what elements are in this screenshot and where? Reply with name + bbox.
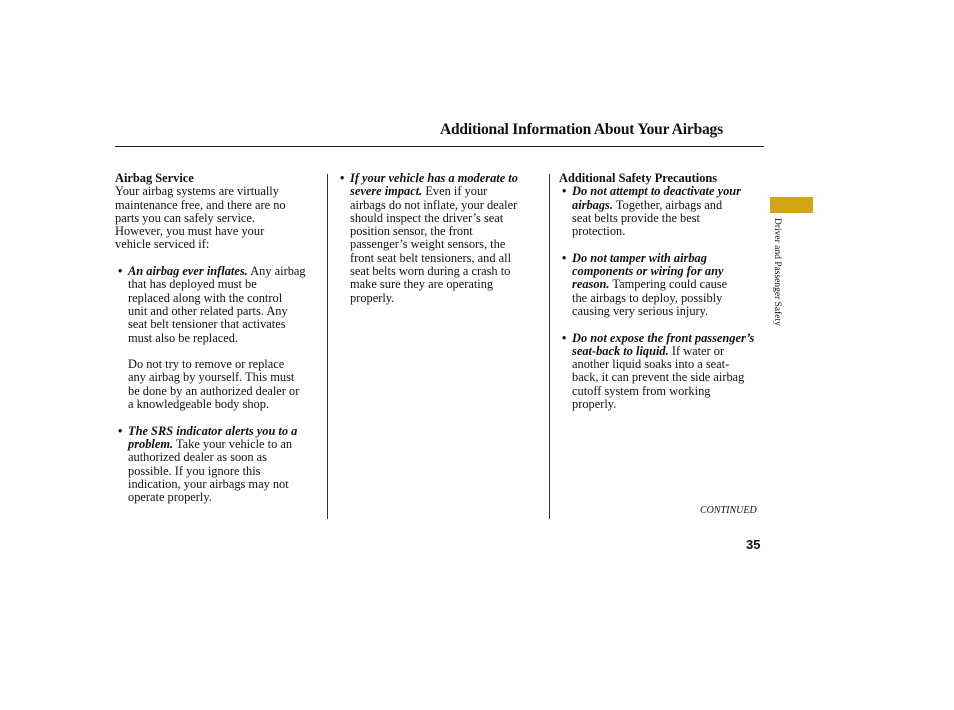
bullet-lead: The SRS indicator alerts you to a: [128, 423, 298, 438]
text-line: Tampering could cause: [609, 277, 728, 292]
text-line: front seat belt tensioners, and all: [350, 250, 512, 265]
text-line: properly.: [350, 290, 395, 305]
bullet-item-srs-indicator: [115, 425, 325, 505]
text-line: Your airbag systems are virtually: [115, 184, 279, 199]
text-line: Take your vehicle to an: [173, 436, 293, 451]
text-line: Together, airbags and: [612, 197, 723, 212]
bullet: •: [562, 184, 567, 199]
column-airbag-service: [115, 172, 325, 504]
page-title: Additional Information About Your Airbags: [440, 121, 723, 138]
column-safety-precautions: [559, 172, 769, 411]
text-line: possible. If you ignore this: [128, 463, 261, 478]
text-line: Any airbag: [247, 264, 306, 279]
bullet-lead: Do not tamper with airbag: [572, 250, 707, 265]
text-line: replaced along with the control: [128, 290, 283, 305]
bullet-lead: Do not attempt to deactivate your: [572, 184, 741, 199]
bullet-lead: airbags.: [572, 197, 613, 212]
bullet: •: [340, 171, 345, 185]
text-line: position sensor, the front: [350, 224, 473, 239]
text-line: operate properly.: [128, 490, 212, 505]
bullet: •: [118, 423, 123, 438]
bullet: •: [562, 330, 567, 345]
bullet: •: [562, 250, 567, 265]
text-line: passenger’s weight sensors, the: [350, 237, 506, 252]
text-line: a knowledgeable body shop.: [128, 397, 270, 412]
bullet-lead: seat-back to liquid.: [572, 343, 669, 358]
text-line: properly.: [572, 397, 617, 412]
text-line: any airbag by yourself. This must: [128, 370, 295, 385]
section-heading-airbag-service: Airbag Service: [115, 171, 194, 185]
text-line: authorized dealer as soon as: [128, 450, 267, 465]
text-line: vehicle serviced if:: [115, 237, 210, 252]
text-line: another liquid soaks into a seat-: [572, 357, 730, 372]
text-line: However, you must have your: [115, 224, 265, 239]
section-tab-marker: [770, 197, 813, 213]
bullet-lead: An airbag ever inflates.: [128, 264, 248, 279]
text-line: seat belts worn during a crash to: [350, 264, 511, 279]
text-line: maintenance free, and there are no: [115, 197, 286, 212]
title-rule: [115, 146, 764, 147]
text-line: protection.: [572, 224, 626, 239]
text-line: be done by an authorized dealer or: [128, 383, 300, 398]
bullet-item-airbag-inflates: [115, 265, 325, 345]
bullet-item-liquid: [559, 332, 769, 412]
continued-label: CONTINUED: [700, 505, 757, 516]
bullet-lead: problem.: [128, 436, 174, 451]
page-number: 35: [746, 537, 761, 552]
bullet: •: [118, 264, 123, 279]
text-line: must also be replaced.: [128, 330, 239, 345]
text-line: cutoff system from working: [572, 383, 711, 398]
text-line: parts you can safely service.: [115, 210, 256, 225]
bullet-lead: components or wiring for any: [572, 264, 724, 279]
text-line: airbags do not inflate, your dealer: [350, 197, 518, 212]
section-heading-safety-precautions: Additional Safety Precautions: [559, 171, 718, 185]
text-line: If water or: [668, 343, 725, 358]
bullet-item-moderate-impact: [337, 172, 547, 305]
column-divider-1: [327, 174, 328, 519]
text-line: seat belts provide the best: [572, 210, 701, 225]
bullet-lead: severe impact.: [350, 184, 423, 199]
bullet-lead: If your vehicle has a moderate to: [350, 171, 518, 185]
note-paragraph: [115, 358, 325, 411]
text-line: Do not try to remove or replace: [128, 357, 285, 372]
column-impact: [337, 172, 547, 305]
bullet-item-tamper: [559, 252, 769, 318]
text-line: unit and other related parts. Any: [128, 303, 288, 318]
intro-paragraph: [115, 185, 325, 251]
text-line: back, it can prevent the side airbag: [572, 370, 745, 385]
text-line: seat belt tensioner that activates: [128, 317, 286, 332]
text-line: the airbags to deploy, possibly: [572, 290, 723, 305]
side-section-label: Driver and Passenger Safety: [772, 218, 782, 326]
text-line: that has deployed must be: [128, 277, 257, 292]
bullet-item-deactivate: [559, 185, 769, 238]
text-line: causing very serious injury.: [572, 303, 709, 318]
text-line: indication, your airbags may not: [128, 476, 289, 491]
text-line: Even if your: [422, 184, 488, 199]
bullet-lead: reason.: [572, 277, 610, 292]
column-divider-2: [549, 174, 550, 519]
text-line: should inspect the driver’s seat: [350, 210, 504, 225]
bullet-lead: Do not expose the front passenger’s: [572, 330, 755, 345]
text-line: make sure they are operating: [350, 277, 494, 292]
